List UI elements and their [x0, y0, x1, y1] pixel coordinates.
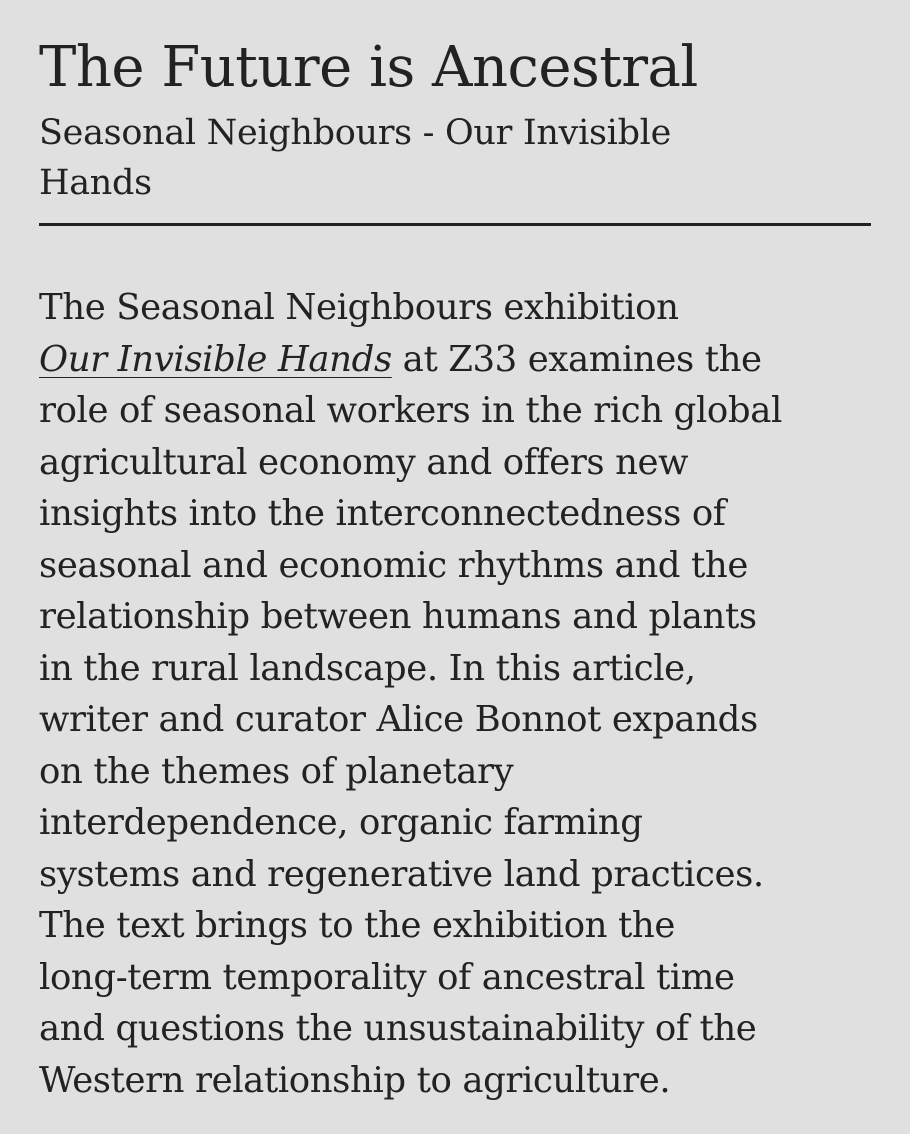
intro-line-6: seasonal and economic rhythms and the	[39, 544, 748, 586]
intro-line-9: writer and curator Alice Bonnot expands	[39, 699, 758, 740]
intro-line-8: in the rural landscape. In this article,	[39, 647, 696, 689]
intro-line-2-rest: at Z33 examines the	[391, 338, 762, 380]
intro-line-13: The text brings to the exhibition the	[39, 905, 675, 946]
intro-line-16: Western relationship to agriculture.	[39, 1059, 671, 1101]
intro-line-12: systems and regenerative land practices.	[39, 853, 764, 895]
intro-line-15: and questions the unsustainability of the	[39, 1008, 757, 1049]
intro-line-7: relationship between humans and plants	[39, 596, 757, 637]
intro-line-4: agricultural economy and offers new	[39, 441, 689, 483]
intro-line-2	[39, 334, 871, 386]
article-title: The Future is Ancestral	[39, 35, 698, 100]
intro-line-1: The Seasonal Neighbours exhibition	[39, 287, 679, 328]
article	[39, 28, 871, 1106]
intro-line-11: interdependence, organic farming	[39, 802, 643, 843]
intro-line-10: on the themes of planetary	[39, 750, 514, 792]
exhibition-link[interactable]: Our Invisible Hands	[39, 338, 392, 380]
article-intro	[39, 282, 871, 1106]
intro-line-5: insights into the interconnectedness of	[39, 493, 726, 534]
article-subtitle: Seasonal Neighbours - Our Invisible Hands	[39, 113, 671, 203]
divider-rule	[39, 223, 871, 226]
intro-line-3: role of seasonal workers in the rich global	[39, 390, 782, 431]
intro-line-14: long-term temporality of ancestral time	[39, 956, 735, 998]
